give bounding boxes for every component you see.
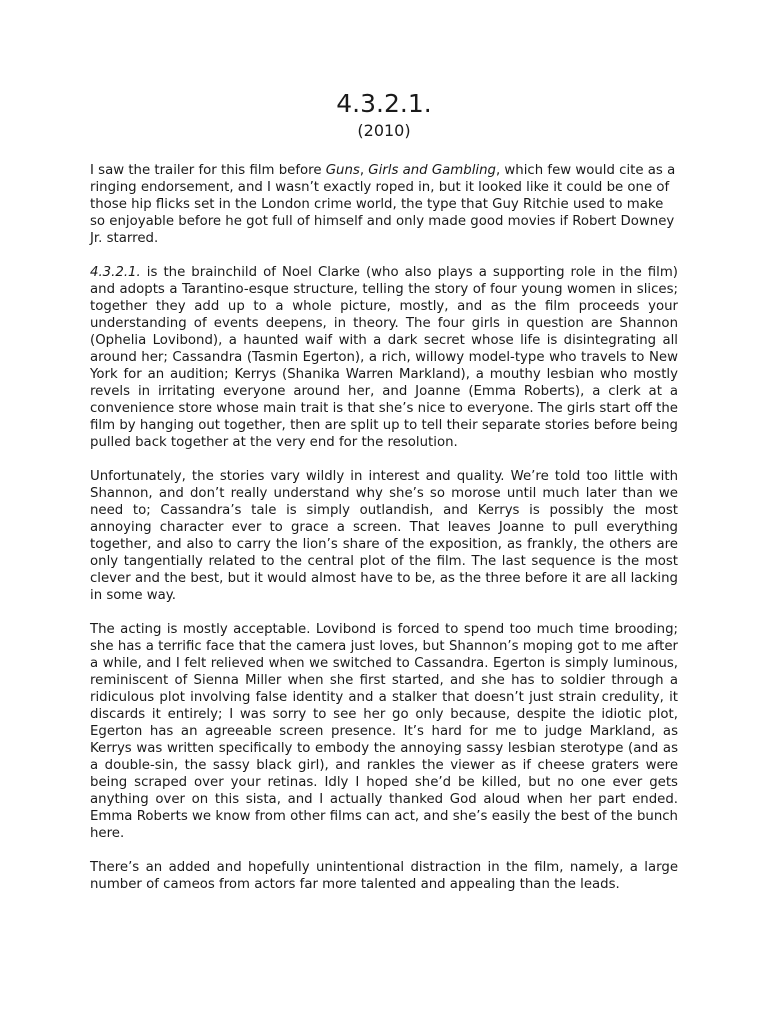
paragraph-3: Unfortunately, the stories vary wildly in interest and quality. We’re told too little with Shannon, and don’t really understand why she’s so morose until much later than we need to; Cassandra’s tale is simply outlandish, and Kerrys is possibly the most annoying character ever to grace a screen. That leaves Joanne to pull everything together, and also to carry the lion’s share of the exposition, as frankly, the others are only tangentially related to the central plot of the film. The last sequence is the most clever and the best, but it would almost have to be, as the three before it are all lacking in some way. [90, 469, 678, 603]
paragraph-5: There’s an added and hopefully unintentional distraction in the film, namely, a large number of cameos from actors far more talented and appealing than the leads. [90, 860, 678, 892]
review-body [90, 162, 678, 910]
p1-text-a: I saw the trailer for this film before [90, 163, 326, 178]
p2-text: is the brainchild of Noel Clarke (who also plays a supporting role in the film) and adopts a Tarantino-esque structure, telling the story of four young women in slices; together they add up to a whole picture, mostly, and as the film proceeds your understanding of events deepens, in theory. The four girls in question are Shannon (Ophelia Lovibond), a haunted waif with a dark secret whose life is disintegrating all around her; Cassandra (Tasmin Egerton), a rich, willowy model-type who travels to New York for an audition; Kerrys (Shanika Warren Markland), a mouthy lesbian who mostly revels in irritating everyone around her, and Joanne (Emma Roberts), a clerk at a convenience store whose main trait is that she’s nice to everyone. The girls start off the film by hanging out together, then are split up to tell their separate stories before being pulled back together at the very end for the resolution. [90, 265, 678, 450]
p1-text-b: , [359, 163, 369, 178]
paragraph-1 [90, 162, 678, 247]
paragraph-4: The acting is mostly acceptable. Lovibond is forced to spend too much time brooding; she has a terrific face that the camera just loves, but Shannon’s moping got to me after a while, and I felt relieved when we switched to Cassandra. Egerton is simply luminous, reminiscent of Sienna Miller when she first started, and she has to soldier through a ridiculous plot involving false identity and a stalker that doesn’t just strain credulity, it discards it entirely; I was sorry to see her go only because, despite the idiotic plot, Egerton has an agreeable screen presence. It’s hard for me to judge Markland, as Kerrys was written specifically to embody the annoying sassy lesbian sterotype (and as a double-sin, the sassy black girl), and rankles the viewer as if cheese graters were being scraped over your retinas. Idly I hoped she’d be killed, but no one ever gets anything over on this sista, and I actually thanked God aloud when her part ended. Emma Roberts we know from other films can act, and she’s easily the best of the bunch here. [90, 622, 678, 841]
film-title-4321: 4.3.2.1. [90, 265, 141, 280]
film-title-girls-and-gambling: Girls and Gambling [368, 163, 496, 178]
release-year: (2010) [357, 121, 411, 140]
page-title: 4.3.2.1. [336, 89, 432, 118]
p1-text-c: , which few would cite as a ringing endorsement, and I wasn’t exactly roped in, but it looked like it could be one of those hip flicks set in the London crime world, the type that Guy Ritchie used to make so enjoyable before he got full of himself and only made good movies if Robert Downey Jr. starred. [90, 163, 676, 246]
paragraph-2 [90, 264, 678, 451]
film-title-guns: Guns [325, 163, 360, 178]
